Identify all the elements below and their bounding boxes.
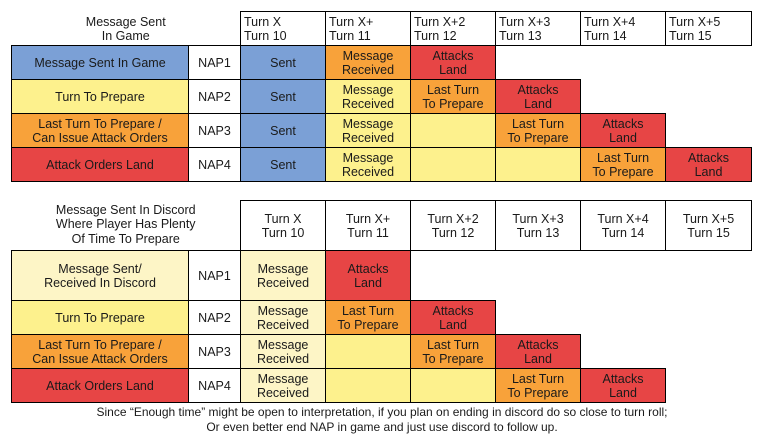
table-caption: Message Sent In Discord Where Player Has Plenty Of Time To Prepare (55, 202, 196, 246)
table-row (12, 335, 752, 369)
cell-message-received: Message Received (241, 301, 326, 335)
footer-line: Or even better end NAP in game and just use discord to follow up. (206, 420, 558, 434)
cell-last-turn-to-prepare: Last Turn To Prepare (326, 301, 411, 335)
cell-message-received: Message Received (326, 148, 411, 182)
cell-sent: Sent (241, 46, 326, 80)
table-row (12, 369, 752, 403)
table-row (12, 46, 752, 80)
cell-attacks-land: Attacks Land (496, 335, 581, 369)
row-label: Turn To Prepare (12, 80, 189, 114)
turn-header: Turn X+4 Turn 14 (581, 201, 666, 251)
cell-message-received: Message Received (241, 335, 326, 369)
table-row (12, 301, 752, 335)
row-label: Last Turn To Prepare / Can Issue Attack Orders (12, 114, 189, 148)
cell-sent: Sent (241, 148, 326, 182)
cell-attacks-land: Attacks Land (581, 369, 666, 403)
cell-sent: Sent (241, 80, 326, 114)
turn-header: Turn X+4 Turn 14 (581, 12, 666, 46)
table-row (12, 80, 752, 114)
nap-label: NAP1 (189, 46, 241, 80)
table-caption: Message Sent In Game (85, 14, 166, 43)
row-label: Last Turn To Prepare / Can Issue Attack Orders (12, 335, 189, 369)
row-label: Attack Orders Land (12, 369, 189, 403)
row-label: Turn To Prepare (12, 301, 189, 335)
cell-message-received: Message Received (326, 46, 411, 80)
cell-attacks-land: Attacks Land (496, 80, 581, 114)
turn-header: Turn X+2 Turn 12 (411, 201, 496, 251)
cell-attacks-land: Attacks Land (581, 114, 666, 148)
cell-empty (411, 114, 496, 148)
table-row (12, 148, 752, 182)
turn-header: Turn X Turn 10 (241, 201, 326, 251)
row-label: Message Sent/ Received In Discord (12, 251, 189, 301)
nap-label: NAP2 (189, 80, 241, 114)
row-label: Attack Orders Land (12, 148, 189, 182)
cell-attacks-land: Attacks Land (326, 251, 411, 301)
cell-empty (411, 369, 496, 403)
cell-message-received: Message Received (241, 369, 326, 403)
footer-note (0, 405, 764, 435)
cell-last-turn-to-prepare: Last Turn To Prepare (411, 80, 496, 114)
row-label: Message Sent In Game (12, 46, 189, 80)
turn-header: Turn X+5 Turn 15 (666, 12, 752, 46)
cell-empty (411, 148, 496, 182)
cell-last-turn-to-prepare: Last Turn To Prepare (496, 369, 581, 403)
turn-header: Turn X+3 Turn 13 (496, 201, 581, 251)
footer-line: Since “Enough time” might be open to interpretation, if you plan on ending in discord do so close to turn roll; (96, 405, 668, 419)
cell-message-received: Message Received (241, 251, 326, 301)
cell-message-received: Message Received (326, 80, 411, 114)
cell-empty (326, 335, 411, 369)
turn-header: Turn X+2 Turn 12 (411, 12, 496, 46)
turn-header: Turn X+ Turn 11 (326, 12, 411, 46)
turn-header: Turn X Turn 10 (241, 12, 326, 46)
nap-label: NAP3 (189, 114, 241, 148)
cell-attacks-land: Attacks Land (411, 301, 496, 335)
cell-empty (326, 369, 411, 403)
nap-label: NAP4 (189, 369, 241, 403)
turn-header: Turn X+ Turn 11 (326, 201, 411, 251)
cell-empty (496, 148, 581, 182)
discord-timeline-table (11, 200, 752, 403)
nap-label: NAP1 (189, 251, 241, 301)
nap-label: NAP2 (189, 301, 241, 335)
cell-last-turn-to-prepare: Last Turn To Prepare (496, 114, 581, 148)
cell-message-received: Message Received (326, 114, 411, 148)
turn-header: Turn X+5 Turn 15 (666, 201, 752, 251)
cell-attacks-land: Attacks Land (411, 46, 496, 80)
turn-header: Turn X+3 Turn 13 (496, 12, 581, 46)
cell-sent: Sent (241, 114, 326, 148)
cell-last-turn-to-prepare: Last Turn To Prepare (581, 148, 666, 182)
cell-attacks-land: Attacks Land (666, 148, 752, 182)
nap-label: NAP3 (189, 335, 241, 369)
nap-label: NAP4 (189, 148, 241, 182)
table-row (12, 114, 752, 148)
table-row (12, 251, 752, 301)
cell-last-turn-to-prepare: Last Turn To Prepare (411, 335, 496, 369)
in-game-timeline-table (11, 11, 752, 182)
